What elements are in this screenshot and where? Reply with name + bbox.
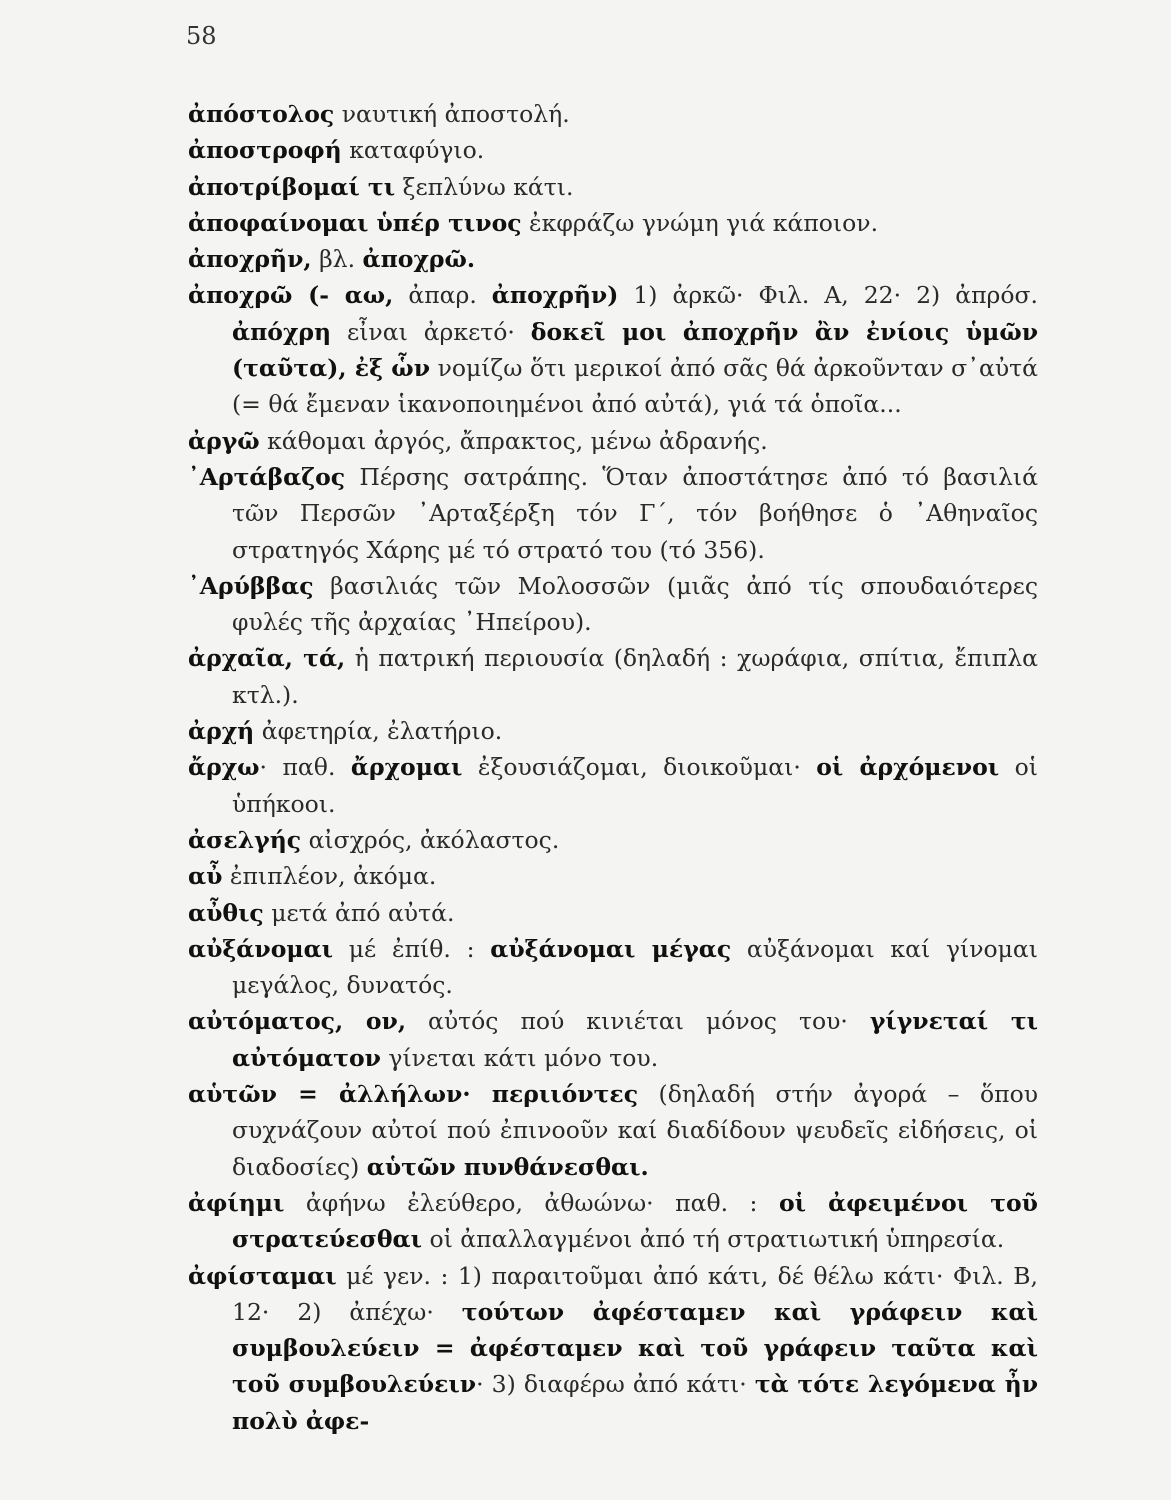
headword-text: ἀποχρῆν): [491, 281, 619, 310]
headword-text: ἀρχή: [188, 717, 255, 746]
headword-text: αὐτόματος, ον,: [188, 1007, 406, 1036]
definition-text: βλ.: [311, 245, 363, 274]
headword-text: ἀποστροφή: [188, 136, 342, 165]
headword-text: αὐξάνομαι: [188, 934, 334, 963]
headword-text: ἀπόστολος: [188, 100, 335, 128]
definition-text: βασιλιάς τῶν Μολοσσῶν (μιᾶς ἀπό τίς σπουδαιότερες φυλές τῆς ἀρχαίας ᾽Ηπείρου).: [232, 571, 1038, 637]
glossary-entries: [188, 96, 1038, 1439]
definition-text: ναυτική ἀποστολή.: [334, 100, 570, 128]
glossary-entry: [188, 568, 1038, 641]
glossary-entry: [188, 1076, 1038, 1185]
headword-text: οἱ ἀρχόμενοι: [816, 753, 1000, 782]
glossary-entry: [188, 96, 1038, 132]
definition-text: κάθομαι ἀργός, ἄπρακτος, μένω ἀδρανής.: [259, 426, 768, 455]
headword-text: ἀποφαίνομαι ὑπέρ τινος: [188, 208, 522, 237]
glossary-entry: [188, 241, 1038, 277]
definition-text: · παθ.: [259, 753, 351, 782]
glossary-entry: [188, 132, 1038, 168]
headword-text: τούτων ἀφέσταμεν καὶ γράφειν καὶ συμβουλεύειν = ἀφέσταμεν καὶ τοῦ γράφειν ταῦτα καὶ τοῦ συμβουλεύειν: [232, 1297, 1039, 1399]
headword-text: αὖθις: [188, 898, 264, 927]
glossary-entry: [188, 749, 1038, 822]
headword-text: δοκεῖ μοι ἀποχρῆν ἂν ἐνίοις ὑμῶν (ταῦτα), ἐξ ὧν: [232, 317, 1038, 383]
glossary-entry: [188, 205, 1038, 241]
definition-text: ἐξουσιάζομαι, διοικοῦμαι·: [462, 753, 817, 782]
headword-text: ἀποχρῆν,: [188, 245, 312, 274]
definition-text: 1) ἀρκῶ· Φιλ. Α, 22· 2) ἀπρόσ.: [618, 281, 1038, 310]
definition-text: αὐτός πού κινιέται μόνος του·: [406, 1007, 870, 1036]
definition-text: ἡ πατρική περιουσία (δηλαδή : χωράφια, σπίτια, ἔπιπλα κτλ.).: [232, 644, 1038, 709]
headword-text: ἄρχομαι: [350, 753, 463, 782]
glossary-entry: [188, 1003, 1038, 1076]
glossary-entry: [188, 169, 1038, 205]
glossary-entry: [188, 640, 1038, 713]
definition-text: ξεπλύνω κάτι.: [395, 172, 574, 201]
glossary-entry: [188, 423, 1038, 459]
definition-text: (δηλαδή στήν ἀγορά – ὅπου συχνάζουν αὐτοί πού ἐπινοοῦν καί διαδίδουν ψευδεῖς εἰδήσεις, οἱ διαδοσίες): [232, 1080, 1038, 1181]
glossary-entry: [188, 1185, 1038, 1258]
definition-text: καταφύγιο.: [341, 136, 485, 165]
headword-text: ᾽Αρτάβαζος: [188, 462, 346, 491]
glossary-entry: [188, 713, 1038, 749]
glossary-entry: [188, 1258, 1038, 1439]
headword-text: ἀφίημι: [188, 1188, 285, 1217]
headword-text: αὑτῶν = ἀλλήλων· περιιόντες: [188, 1080, 639, 1109]
headword-text: ἀποχρῶ (- αω,: [188, 281, 394, 310]
definition-text: ἐπιπλέον, ἀκόμα.: [222, 862, 437, 891]
headword-text: ἀρχαῖα, τά,: [188, 644, 346, 673]
headword-text: αὑτῶν πυνθάνεσθαι.: [366, 1152, 649, 1181]
definition-text: ἀπαρ.: [393, 281, 492, 310]
headword-text: οἱ ἀφειμένοι τοῦ στρατεύεσθαι: [232, 1188, 1038, 1254]
glossary-entry: [188, 858, 1038, 894]
page-number: 58: [186, 22, 217, 50]
definition-text: οἱ ὑπήκοοι.: [232, 753, 1038, 818]
headword-text: ἀπόχρη: [232, 317, 332, 346]
headword-text: ἄρχω: [188, 753, 260, 782]
definition-text: Πέρσης σατράπης. Ὅταν ἀποστάτησε ἀπό τό βασιλιά τῶν Περσῶν ᾽Αρταξέρξη τόν Γ΄, τόν βοήθησε ὁ ᾽Αθηναῖος στρατηγός Χάρης μέ τό στρατό του (τό 356).: [232, 462, 1038, 564]
definition-text: νομίζω ὅτι μερικοί ἀπό σᾶς θά ἀρκοῦνταν σ᾽αὐτά (= θά ἔμεναν ἱκανοποιημένοι ἀπό αὐτά), γιά τά ὁποῖα...: [232, 354, 1038, 419]
headword-text: ἀποχρῶ.: [362, 245, 476, 274]
definition-text: εἶναι ἀρκετό·: [331, 317, 531, 346]
glossary-entry: [188, 895, 1038, 931]
headword-text: ἀσελγής: [188, 825, 302, 854]
definition-text: αἰσχρός, ἀκόλαστος.: [301, 825, 560, 854]
headword-text: τὰ τότε λεγόμενα ἦν πολὺ ἀφε-: [232, 1370, 1038, 1435]
definition-text: αὐξάνομαι καί γίνομαι μεγάλος, δυνατός.: [232, 934, 1038, 1000]
definition-text: μέ γεν. : 1) παραιτοῦμαι ἀπό κάτι, δέ θέλω κάτι· Φιλ. Β, 12· 2) ἀπέχω·: [232, 1261, 1038, 1326]
definition-text: ἐκφράζω γνώμη γιά κάποιον.: [521, 208, 879, 237]
glossary-entry: [188, 277, 1038, 422]
glossary-entry: [188, 822, 1038, 858]
headword-text: ἀργῶ: [188, 426, 260, 455]
headword-text: ἀφίσταμαι: [188, 1261, 337, 1290]
glossary-entry: [188, 931, 1038, 1004]
headword-text: γίγνεταί τι αὐτόματον: [232, 1007, 1038, 1072]
definition-text: οἱ ἀπαλλαγμένοι ἀπό τή στρατιωτική ὑπηρεσία.: [422, 1225, 1005, 1254]
definition-text: μέ ἐπίθ. :: [333, 934, 491, 963]
definition-text: ἀφήνω ἐλεύθερο, ἀθωώνω· παθ. :: [284, 1188, 779, 1217]
headword-text: αὐξάνομαι μέγας: [490, 934, 732, 963]
glossary-entry: [188, 459, 1038, 568]
definition-text: ἀφετηρία, ἐλατήριο.: [254, 717, 503, 746]
headword-text: ἀποτρίβομαί τι: [188, 172, 396, 201]
headword-text: ᾽Αρύββας: [188, 571, 314, 600]
definition-text: μετά ἀπό αὐτά.: [263, 898, 455, 927]
definition-text: · 3) διαφέρω ἀπό κάτι·: [476, 1370, 755, 1399]
definition-text: γίνεται κάτι μόνο του.: [380, 1043, 659, 1072]
headword-text: αὖ: [188, 862, 223, 891]
